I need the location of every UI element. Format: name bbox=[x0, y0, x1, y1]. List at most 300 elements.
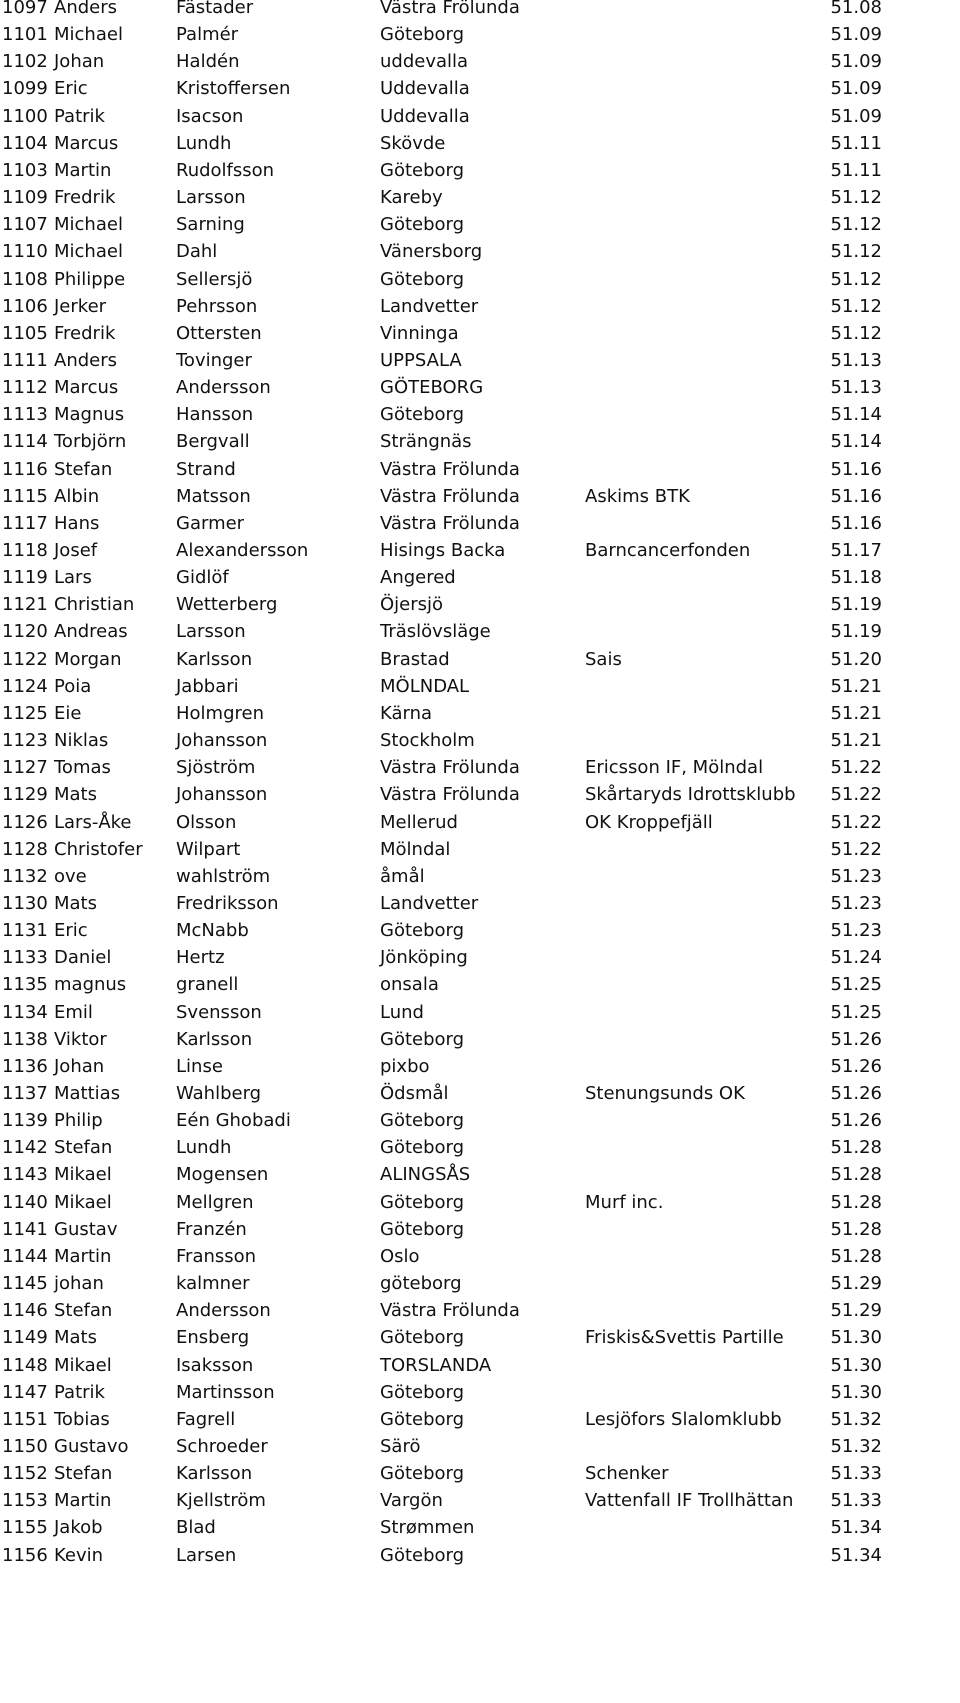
last-name: Dahl bbox=[176, 241, 218, 263]
club: Stenungsunds OK bbox=[585, 1083, 745, 1104]
finish-time: 51.23 bbox=[830, 865, 882, 887]
club: Lesjöfors Slalomklubb bbox=[585, 1408, 782, 1430]
city: Uddevalla bbox=[380, 78, 470, 100]
finish-time: 51.16 bbox=[830, 512, 882, 534]
last-name: Garmer bbox=[176, 512, 245, 534]
first-name: Christofer bbox=[54, 838, 143, 860]
club: Murf inc. bbox=[585, 1191, 664, 1213]
result-row bbox=[0, 21, 960, 49]
bib-number: 1110 bbox=[2, 241, 48, 263]
result-row bbox=[0, 157, 960, 185]
first-name: magnus bbox=[54, 974, 127, 996]
finish-time: 51.30 bbox=[830, 1381, 882, 1403]
bib-number: 1143 bbox=[2, 1164, 48, 1186]
city: Angered bbox=[380, 567, 456, 589]
result-row bbox=[0, 917, 960, 945]
last-name: Blad bbox=[176, 1517, 216, 1539]
last-name: Hertz bbox=[176, 947, 225, 969]
last-name: Bergvall bbox=[176, 431, 250, 453]
finish-time: 51.12 bbox=[830, 241, 882, 263]
finish-time: 51.26 bbox=[830, 1055, 882, 1077]
result-row bbox=[0, 1542, 960, 1570]
city: Strømmen bbox=[380, 1517, 475, 1539]
bib-number: 1100 bbox=[2, 105, 48, 127]
finish-time: 51.16 bbox=[830, 458, 882, 480]
result-row bbox=[0, 374, 960, 402]
bib-number: 1145 bbox=[2, 1273, 48, 1295]
first-name: Michael bbox=[54, 214, 123, 236]
city: Skövde bbox=[380, 132, 446, 154]
last-name: Isaksson bbox=[176, 1354, 254, 1376]
city: Göteborg bbox=[380, 268, 465, 290]
city: Stockholm bbox=[380, 730, 475, 752]
first-name: Hans bbox=[54, 512, 100, 534]
finish-time: 51.12 bbox=[830, 295, 882, 317]
finish-time: 51.23 bbox=[830, 892, 882, 914]
bib-number: 1127 bbox=[2, 757, 48, 779]
city: Västra Frölunda bbox=[380, 485, 520, 507]
bib-number: 1147 bbox=[2, 1381, 48, 1403]
finish-time: 51.26 bbox=[830, 1083, 882, 1104]
city: Göteborg bbox=[380, 1137, 465, 1159]
first-name: Fredrik bbox=[54, 187, 116, 209]
finish-time: 51.30 bbox=[830, 1354, 882, 1376]
bib-number: 1142 bbox=[2, 1137, 48, 1159]
first-name: Patrik bbox=[54, 105, 105, 127]
city: Kärna bbox=[380, 702, 433, 724]
bib-number: 1121 bbox=[2, 594, 48, 616]
bib-number: 1141 bbox=[2, 1218, 48, 1240]
club: Skårtaryds Idrottsklubb bbox=[585, 784, 796, 806]
bib-number: 1148 bbox=[2, 1354, 48, 1376]
last-name: Jabbari bbox=[176, 675, 239, 697]
first-name: Martin bbox=[54, 159, 112, 181]
city: Lund bbox=[380, 1001, 424, 1023]
finish-time: 51.28 bbox=[830, 1218, 882, 1240]
bib-number: 1124 bbox=[2, 675, 48, 697]
finish-time: 51.14 bbox=[830, 431, 882, 453]
result-row bbox=[0, 971, 960, 999]
bib-number: 1106 bbox=[2, 295, 48, 317]
first-name: Anders bbox=[54, 0, 117, 18]
bib-number: 1116 bbox=[2, 458, 48, 480]
last-name: kalmner bbox=[176, 1273, 250, 1295]
bib-number: 1133 bbox=[2, 947, 48, 969]
finish-time: 51.11 bbox=[830, 132, 882, 154]
result-row bbox=[0, 1053, 960, 1081]
finish-time: 51.24 bbox=[830, 947, 882, 969]
city: Träslövsläge bbox=[380, 621, 491, 643]
result-row bbox=[0, 1270, 960, 1298]
first-name: Gustavo bbox=[54, 1435, 129, 1457]
last-name: Andersson bbox=[176, 377, 271, 399]
first-name: Stefan bbox=[54, 1300, 113, 1322]
finish-time: 51.08 bbox=[830, 0, 882, 18]
result-row bbox=[0, 727, 960, 755]
result-row bbox=[0, 890, 960, 918]
last-name: Holmgren bbox=[176, 702, 264, 724]
last-name: Franzén bbox=[176, 1218, 247, 1240]
finish-time: 51.12 bbox=[830, 214, 882, 236]
first-name: Mats bbox=[54, 1327, 97, 1349]
last-name: Johansson bbox=[176, 730, 268, 752]
city: Landvetter bbox=[380, 295, 479, 317]
first-name: Martin bbox=[54, 1490, 112, 1512]
finish-time: 51.13 bbox=[830, 349, 882, 371]
finish-time: 51.13 bbox=[830, 377, 882, 399]
last-name: granell bbox=[176, 974, 239, 996]
club: Vattenfall IF Trollhättan bbox=[585, 1490, 794, 1512]
first-name: Niklas bbox=[54, 730, 109, 752]
last-name: Alexandersson bbox=[176, 540, 309, 561]
club: OK Kroppefjäll bbox=[585, 811, 713, 833]
bib-number: 1132 bbox=[2, 865, 48, 887]
finish-time: 51.33 bbox=[830, 1490, 882, 1512]
first-name: johan bbox=[54, 1273, 104, 1295]
finish-time: 51.29 bbox=[830, 1300, 882, 1322]
first-name: Stefan bbox=[54, 1463, 113, 1485]
city: Göteborg bbox=[380, 1544, 465, 1566]
first-name: Tobias bbox=[54, 1408, 110, 1430]
finish-time: 51.32 bbox=[830, 1435, 882, 1457]
bib-number: 1122 bbox=[2, 648, 48, 670]
first-name: Patrik bbox=[54, 1381, 105, 1403]
first-name: Mats bbox=[54, 892, 97, 914]
first-name: Marcus bbox=[54, 377, 119, 399]
last-name: Kjellström bbox=[176, 1490, 266, 1512]
city: Göteborg bbox=[380, 1110, 465, 1132]
first-name: Mikael bbox=[54, 1354, 112, 1376]
result-row bbox=[0, 1216, 960, 1244]
result-row bbox=[0, 293, 960, 321]
last-name: Svensson bbox=[176, 1001, 262, 1023]
club: Askims BTK bbox=[585, 485, 690, 507]
result-row bbox=[0, 0, 960, 22]
first-name: Mikael bbox=[54, 1191, 112, 1213]
bib-number: 1117 bbox=[2, 512, 48, 534]
last-name: Johansson bbox=[176, 784, 268, 806]
bib-number: 1146 bbox=[2, 1300, 48, 1322]
last-name: Fagrell bbox=[176, 1408, 236, 1430]
result-row bbox=[0, 1026, 960, 1054]
finish-time: 51.09 bbox=[830, 78, 882, 100]
last-name: Larsen bbox=[176, 1544, 237, 1566]
finish-time: 51.18 bbox=[830, 567, 882, 589]
first-name: Josef bbox=[54, 540, 98, 561]
bib-number: 1107 bbox=[2, 214, 48, 236]
last-name: Karlsson bbox=[176, 1028, 253, 1050]
last-name: Fredriksson bbox=[176, 892, 279, 914]
city: Göteborg bbox=[380, 920, 465, 942]
bib-number: 1152 bbox=[2, 1463, 48, 1485]
finish-time: 51.34 bbox=[830, 1544, 882, 1566]
finish-time: 51.28 bbox=[830, 1164, 882, 1186]
club: Schenker bbox=[585, 1463, 669, 1485]
bib-number: 1097 bbox=[2, 0, 48, 18]
first-name: Eie bbox=[54, 702, 82, 724]
last-name: Hansson bbox=[176, 404, 254, 426]
club: Barncancerfonden bbox=[585, 540, 751, 561]
first-name: Magnus bbox=[54, 404, 125, 426]
bib-number: 1099 bbox=[2, 78, 48, 100]
finish-time: 51.19 bbox=[830, 621, 882, 643]
last-name: Pehrsson bbox=[176, 295, 258, 317]
finish-time: 51.30 bbox=[830, 1327, 882, 1349]
last-name: Fästader bbox=[176, 0, 254, 18]
last-name: Palmér bbox=[176, 24, 239, 46]
city: pixbo bbox=[380, 1055, 430, 1077]
city: Göteborg bbox=[380, 214, 465, 236]
city: Göteborg bbox=[380, 1463, 465, 1485]
result-row bbox=[0, 401, 960, 429]
finish-time: 51.21 bbox=[830, 675, 882, 697]
first-name: Anders bbox=[54, 349, 117, 371]
first-name: Philippe bbox=[54, 268, 126, 290]
finish-time: 51.25 bbox=[830, 1001, 882, 1023]
finish-time: 51.09 bbox=[830, 51, 882, 73]
finish-time: 51.29 bbox=[830, 1273, 882, 1295]
first-name: Mats bbox=[54, 784, 97, 806]
last-name: Fransson bbox=[176, 1245, 257, 1267]
city: Göteborg bbox=[380, 1381, 465, 1403]
bib-number: 1137 bbox=[2, 1083, 48, 1104]
bib-number: 1139 bbox=[2, 1110, 48, 1132]
last-name: Sjöström bbox=[176, 757, 256, 779]
city: Ödsmål bbox=[380, 1083, 449, 1104]
city: Öjersjö bbox=[380, 594, 444, 616]
first-name: Kevin bbox=[54, 1544, 104, 1566]
last-name: Martinsson bbox=[176, 1381, 275, 1403]
city: Uddevalla bbox=[380, 105, 470, 127]
bib-number: 1129 bbox=[2, 784, 48, 806]
finish-time: 51.28 bbox=[830, 1137, 882, 1159]
city: Vinninga bbox=[380, 322, 459, 344]
bib-number: 1149 bbox=[2, 1327, 48, 1349]
bib-number: 1112 bbox=[2, 377, 48, 399]
result-row bbox=[0, 618, 960, 646]
finish-time: 51.22 bbox=[830, 784, 882, 806]
first-name: Poia bbox=[54, 675, 92, 697]
city: GÖTEBORG bbox=[380, 377, 484, 399]
last-name: McNabb bbox=[176, 920, 249, 942]
result-row bbox=[0, 809, 960, 837]
result-row bbox=[0, 1433, 960, 1461]
result-row bbox=[0, 1514, 960, 1542]
finish-time: 51.09 bbox=[830, 24, 882, 46]
result-row bbox=[0, 510, 960, 538]
city: TORSLANDA bbox=[380, 1354, 492, 1376]
first-name: Michael bbox=[54, 241, 123, 263]
bib-number: 1113 bbox=[2, 404, 48, 426]
result-row bbox=[0, 48, 960, 76]
result-row bbox=[0, 130, 960, 158]
bib-number: 1136 bbox=[2, 1055, 48, 1077]
last-name: Kristoffersen bbox=[176, 78, 291, 100]
bib-number: 1153 bbox=[2, 1490, 48, 1512]
bib-number: 1126 bbox=[2, 811, 48, 833]
first-name: Martin bbox=[54, 1245, 112, 1267]
first-name: Stefan bbox=[54, 458, 113, 480]
city: Göteborg bbox=[380, 24, 465, 46]
city: UPPSALA bbox=[380, 349, 462, 371]
result-row bbox=[0, 591, 960, 619]
bib-number: 1123 bbox=[2, 730, 48, 752]
city: Jönköping bbox=[380, 947, 468, 969]
finish-time: 51.17 bbox=[830, 540, 882, 561]
result-row bbox=[0, 1134, 960, 1162]
last-name: Eén Ghobadi bbox=[176, 1110, 291, 1132]
result-row bbox=[0, 754, 960, 782]
bib-number: 1134 bbox=[2, 1001, 48, 1023]
last-name: Rudolfsson bbox=[176, 159, 275, 181]
bib-number: 1109 bbox=[2, 187, 48, 209]
last-name: Mogensen bbox=[176, 1164, 269, 1186]
city: Brastad bbox=[380, 648, 450, 670]
finish-time: 51.28 bbox=[830, 1191, 882, 1213]
bib-number: 1103 bbox=[2, 159, 48, 181]
result-row bbox=[0, 673, 960, 701]
last-name: Andersson bbox=[176, 1300, 271, 1322]
result-row bbox=[0, 944, 960, 972]
city: Landvetter bbox=[380, 892, 479, 914]
finish-time: 51.12 bbox=[830, 268, 882, 290]
bib-number: 1128 bbox=[2, 838, 48, 860]
last-name: Karlsson bbox=[176, 1463, 253, 1485]
finish-time: 51.14 bbox=[830, 404, 882, 426]
last-name: Ottersten bbox=[176, 322, 262, 344]
bib-number: 1120 bbox=[2, 621, 48, 643]
result-row bbox=[0, 999, 960, 1027]
city: Vänersborg bbox=[380, 241, 483, 263]
city: uddevalla bbox=[380, 51, 469, 73]
bib-number: 1138 bbox=[2, 1028, 48, 1050]
city: Göteborg bbox=[380, 1218, 465, 1240]
first-name: Eric bbox=[54, 78, 88, 100]
city: Västra Frölunda bbox=[380, 512, 520, 534]
finish-time: 51.16 bbox=[830, 485, 882, 507]
result-row bbox=[0, 1161, 960, 1189]
first-name: Jakob bbox=[54, 1517, 103, 1539]
result-row bbox=[0, 836, 960, 864]
result-row bbox=[0, 238, 960, 266]
last-name: Haldén bbox=[176, 51, 240, 73]
first-name: Andreas bbox=[54, 621, 128, 643]
result-row bbox=[0, 863, 960, 891]
finish-time: 51.09 bbox=[830, 105, 882, 127]
finish-time: 51.32 bbox=[830, 1408, 882, 1430]
last-name: Gidlöf bbox=[176, 567, 229, 589]
bib-number: 1119 bbox=[2, 567, 48, 589]
result-row bbox=[0, 700, 960, 728]
city: Västra Frölunda bbox=[380, 1300, 520, 1322]
first-name: Johan bbox=[54, 51, 105, 73]
city: Göteborg bbox=[380, 1408, 465, 1430]
last-name: Larsson bbox=[176, 187, 246, 209]
result-row bbox=[0, 646, 960, 674]
club: Sais bbox=[585, 648, 622, 670]
result-row bbox=[0, 184, 960, 212]
bib-number: 1140 bbox=[2, 1191, 48, 1213]
last-name: Wetterberg bbox=[176, 594, 278, 616]
first-name: Mikael bbox=[54, 1164, 112, 1186]
city: Västra Frölunda bbox=[380, 0, 520, 18]
last-name: Strand bbox=[176, 458, 236, 480]
last-name: Linse bbox=[176, 1055, 223, 1077]
city: Göteborg bbox=[380, 1327, 465, 1349]
bib-number: 1151 bbox=[2, 1408, 48, 1430]
finish-time: 51.22 bbox=[830, 838, 882, 860]
result-row bbox=[0, 266, 960, 294]
last-name: Sellersjö bbox=[176, 268, 253, 290]
bib-number: 1155 bbox=[2, 1517, 48, 1539]
last-name: Larsson bbox=[176, 621, 246, 643]
city: Vargön bbox=[380, 1490, 443, 1512]
first-name: Emil bbox=[54, 1001, 93, 1023]
first-name: Christian bbox=[54, 594, 135, 616]
last-name: Wahlberg bbox=[176, 1083, 262, 1104]
result-row bbox=[0, 428, 960, 456]
city: Göteborg bbox=[380, 1028, 465, 1050]
city: onsala bbox=[380, 974, 439, 996]
first-name: Lars bbox=[54, 567, 92, 589]
bib-number: 1115 bbox=[2, 485, 48, 507]
result-row bbox=[0, 75, 960, 103]
city: Hisings Backa bbox=[380, 540, 506, 561]
first-name: Viktor bbox=[54, 1028, 107, 1050]
finish-time: 51.22 bbox=[830, 811, 882, 833]
city: Oslo bbox=[380, 1245, 420, 1267]
city: göteborg bbox=[380, 1273, 462, 1295]
city: Göteborg bbox=[380, 404, 465, 426]
city: Västra Frölunda bbox=[380, 757, 520, 779]
first-name: Gustav bbox=[54, 1218, 118, 1240]
first-name: Michael bbox=[54, 24, 123, 46]
last-name: Matsson bbox=[176, 485, 251, 507]
finish-time: 51.34 bbox=[830, 1517, 882, 1539]
finish-time: 51.12 bbox=[830, 322, 882, 344]
last-name: Wilpart bbox=[176, 838, 241, 860]
first-name: Lars-Åke bbox=[54, 811, 132, 833]
first-name: Daniel bbox=[54, 947, 112, 969]
last-name: Schroeder bbox=[176, 1435, 268, 1457]
finish-time: 51.33 bbox=[830, 1463, 882, 1485]
finish-time: 51.26 bbox=[830, 1028, 882, 1050]
finish-time: 51.12 bbox=[830, 187, 882, 209]
club: Friskis&Svettis Partille bbox=[585, 1327, 784, 1349]
first-name: ove bbox=[54, 865, 87, 887]
last-name: Sarning bbox=[176, 214, 245, 236]
finish-time: 51.22 bbox=[830, 757, 882, 779]
result-row bbox=[0, 1297, 960, 1325]
bib-number: 1114 bbox=[2, 431, 48, 453]
first-name: Mattias bbox=[54, 1083, 121, 1104]
result-row bbox=[0, 537, 960, 565]
result-row bbox=[0, 1352, 960, 1380]
bib-number: 1102 bbox=[2, 51, 48, 73]
city: Västra Frölunda bbox=[380, 784, 520, 806]
finish-time: 51.23 bbox=[830, 920, 882, 942]
result-row bbox=[0, 1460, 960, 1488]
first-name: Philip bbox=[54, 1110, 103, 1132]
last-name: Lundh bbox=[176, 1137, 232, 1159]
first-name: Marcus bbox=[54, 132, 119, 154]
result-row bbox=[0, 483, 960, 511]
last-name: wahlström bbox=[176, 865, 271, 887]
bib-number: 1104 bbox=[2, 132, 48, 154]
last-name: Ensberg bbox=[176, 1327, 250, 1349]
last-name: Karlsson bbox=[176, 648, 253, 670]
first-name: Morgan bbox=[54, 648, 122, 670]
